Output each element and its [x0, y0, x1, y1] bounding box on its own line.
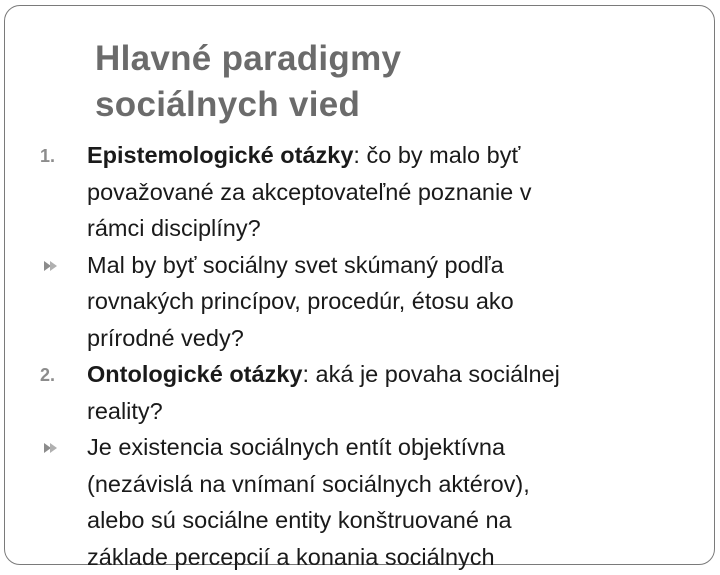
list-item-epistemological	[40, 137, 680, 247]
item-line: rovnakých princípov, procedúr, étosu ako	[87, 283, 680, 320]
list-number: 1.	[40, 138, 80, 175]
item-line: Mal by byť sociálny svet skúmaný podľa	[87, 247, 680, 284]
bullet-arrow-icon	[40, 247, 80, 272]
item-line: reality?	[87, 393, 680, 430]
bullet-list	[40, 137, 680, 575]
item-line: rámci disciplíny?	[87, 210, 680, 247]
item-line: základe percepcií a konania sociálnych	[87, 539, 680, 575]
item-text: : čo by malo byť	[353, 142, 520, 168]
list-item-methodology	[40, 247, 680, 357]
item-heading: Ontologické otázky	[87, 361, 302, 387]
item-heading: Epistemologické otázky	[87, 142, 353, 168]
bullet-arrow-icon	[40, 429, 80, 454]
item-line: (nezávislá na vnímaní sociálnych aktérov),	[87, 466, 680, 503]
list-number: 2.	[40, 357, 80, 394]
title-line: Hlavné paradigmy	[95, 36, 655, 82]
list-item-ontological	[40, 356, 680, 429]
slide-title	[95, 36, 655, 128]
item-line	[87, 356, 680, 393]
title-line: sociálnych vied	[95, 82, 655, 128]
item-line: prírodné vedy?	[87, 320, 680, 357]
item-line: alebo sú sociálne entity konštruované na	[87, 502, 680, 539]
item-text: : aká je povaha sociálnej	[302, 361, 559, 387]
list-item-existence	[40, 429, 680, 575]
item-line	[87, 137, 680, 174]
item-line: Je existencia sociálnych entít objektívna	[87, 429, 680, 466]
bullet-arrow-icon-svg	[43, 442, 59, 454]
item-line: považované za akceptovateľné poznanie v	[87, 174, 680, 211]
bullet-arrow-icon-svg	[43, 260, 59, 272]
